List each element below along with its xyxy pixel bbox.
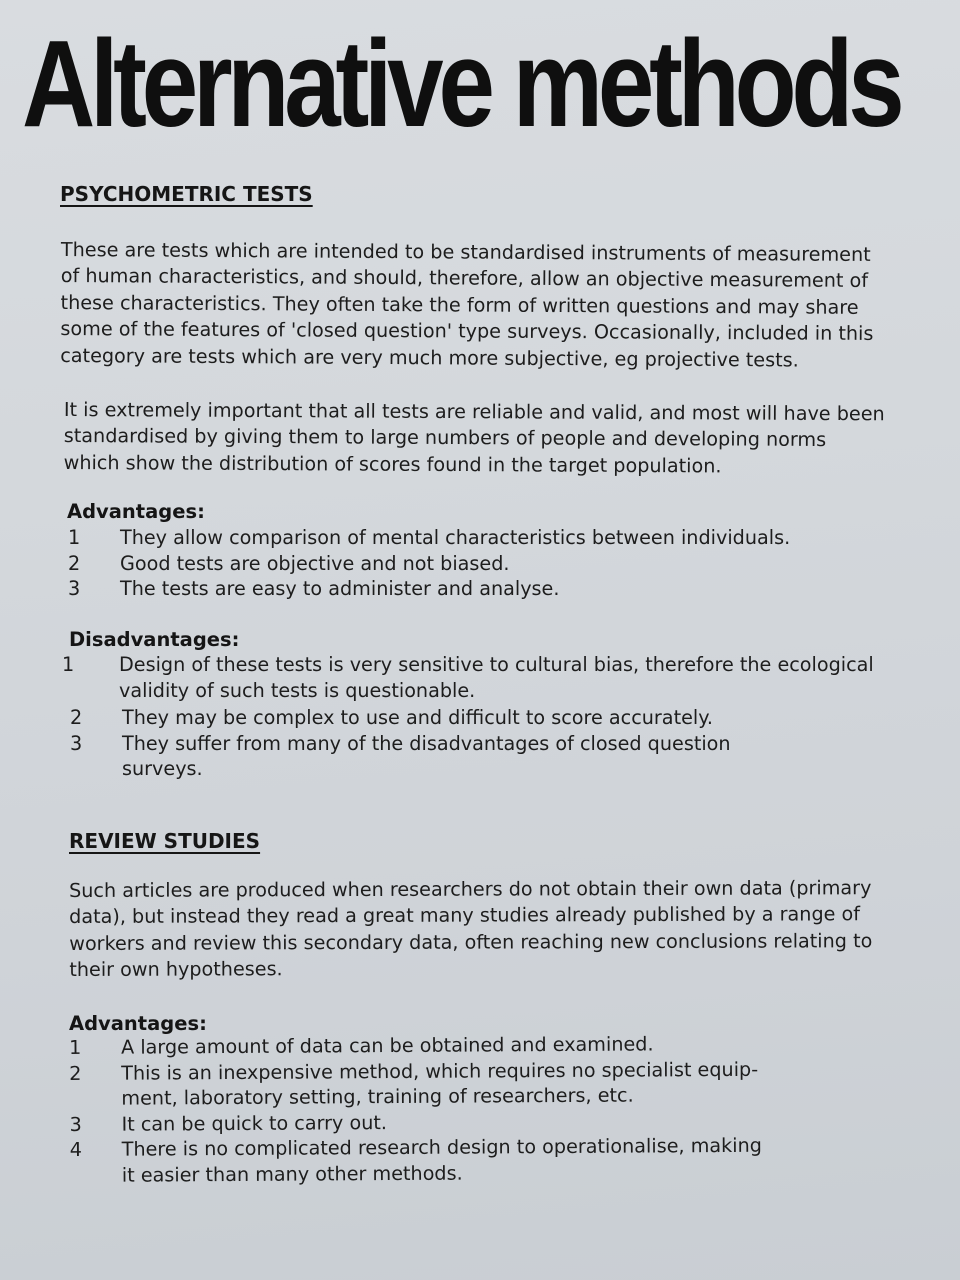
text-line: their own hypotheses. [69, 957, 283, 982]
list-text: it easier than many other methods. [121, 1161, 463, 1187]
psychometric-disadvantages-list [62, 652, 874, 782]
list-item [68, 551, 790, 577]
list-number: 1 [62, 653, 75, 676]
text-line: It is extremely important that all tests are reliable and valid, and most will have been [63, 398, 885, 426]
list-text: They may be complex to use and difficult to score accurately. [122, 706, 713, 729]
text-line: of human characteristics, and should, therefore, allow an objective measurement of [60, 264, 869, 293]
list-number: 2 [68, 551, 81, 575]
list-number: 1 [69, 1035, 82, 1059]
list-item [62, 705, 874, 731]
section-heading-psychometric: PSYCHOMETRIC TESTS [60, 182, 313, 206]
list-text: It can be quick to carry out. [121, 1110, 388, 1136]
list-item [69, 1056, 762, 1111]
list-text: There is no complicated research design to operationalise, making [121, 1133, 762, 1161]
list-number: 3 [68, 577, 81, 600]
list-number: 2 [69, 1061, 82, 1085]
text-line: these characteristics. They often take the form of written questions and may share [60, 290, 859, 319]
text-line: category are tests which are very much more subjective, eg projective tests. [60, 343, 799, 372]
list-number: 2 [70, 706, 83, 729]
list-text: The tests are easy to administer and analyse. [120, 577, 560, 600]
list-item [68, 525, 790, 551]
psychometric-disadvantages-label: Disadvantages: [69, 628, 240, 651]
review-intro [69, 875, 872, 983]
list-number: 4 [69, 1137, 82, 1161]
text-line: standardised by giving them to large numbers of people and developing norms [63, 424, 827, 452]
list-item [70, 1133, 763, 1188]
list-text: ment, laboratory setting, training of researchers, etc. [121, 1083, 634, 1110]
list-number: 3 [69, 1112, 82, 1136]
list-item [62, 731, 874, 782]
list-number: 3 [70, 731, 83, 755]
review-advantages-list [69, 1031, 762, 1188]
list-item [68, 576, 790, 602]
text-line: Such articles are produced when researchers do not obtain their own data (primary [69, 876, 872, 902]
text-line: These are tests which are intended to be standardised instruments of measurement [60, 237, 871, 266]
list-text: Good tests are objective and not biased. [120, 551, 510, 575]
text-line: some of the features of 'closed question' type surveys. Occasionally, included in this [60, 317, 874, 346]
psychometric-advantages-label: Advantages: [67, 500, 205, 523]
text-line: workers and review this secondary data, often reaching new conclusions relating to [69, 929, 873, 955]
list-text: They allow comparison of mental characteristics between individuals. [120, 526, 791, 549]
section-heading-review: REVIEW STUDIES [69, 829, 261, 853]
list-text: They suffer from many of the disadvantages of closed question [122, 731, 731, 755]
psychometric-reliability [64, 397, 885, 481]
list-number: 1 [68, 526, 81, 549]
list-text: Design of these tests is very sensitive to cultural bias, therefore the ecological [119, 653, 874, 676]
page-title: Alternative methods [22, 14, 900, 154]
list-item [62, 652, 874, 703]
review-advantages-label: Advantages: [69, 1012, 207, 1035]
list-text: A large amount of data can be obtained and examined. [121, 1032, 654, 1059]
psychometric-advantages-list [68, 525, 790, 602]
text-line: data), but instead they read a great many studies already published by a range of [69, 902, 861, 929]
text-line: which show the distribution of scores found in the target population. [63, 450, 722, 478]
list-text: validity of such tests is questionable. [119, 678, 476, 702]
psychometric-intro [60, 237, 874, 374]
list-text: This is an inexpensive method, which requires no specialist equip- [121, 1057, 759, 1085]
list-text: surveys. [122, 757, 203, 780]
